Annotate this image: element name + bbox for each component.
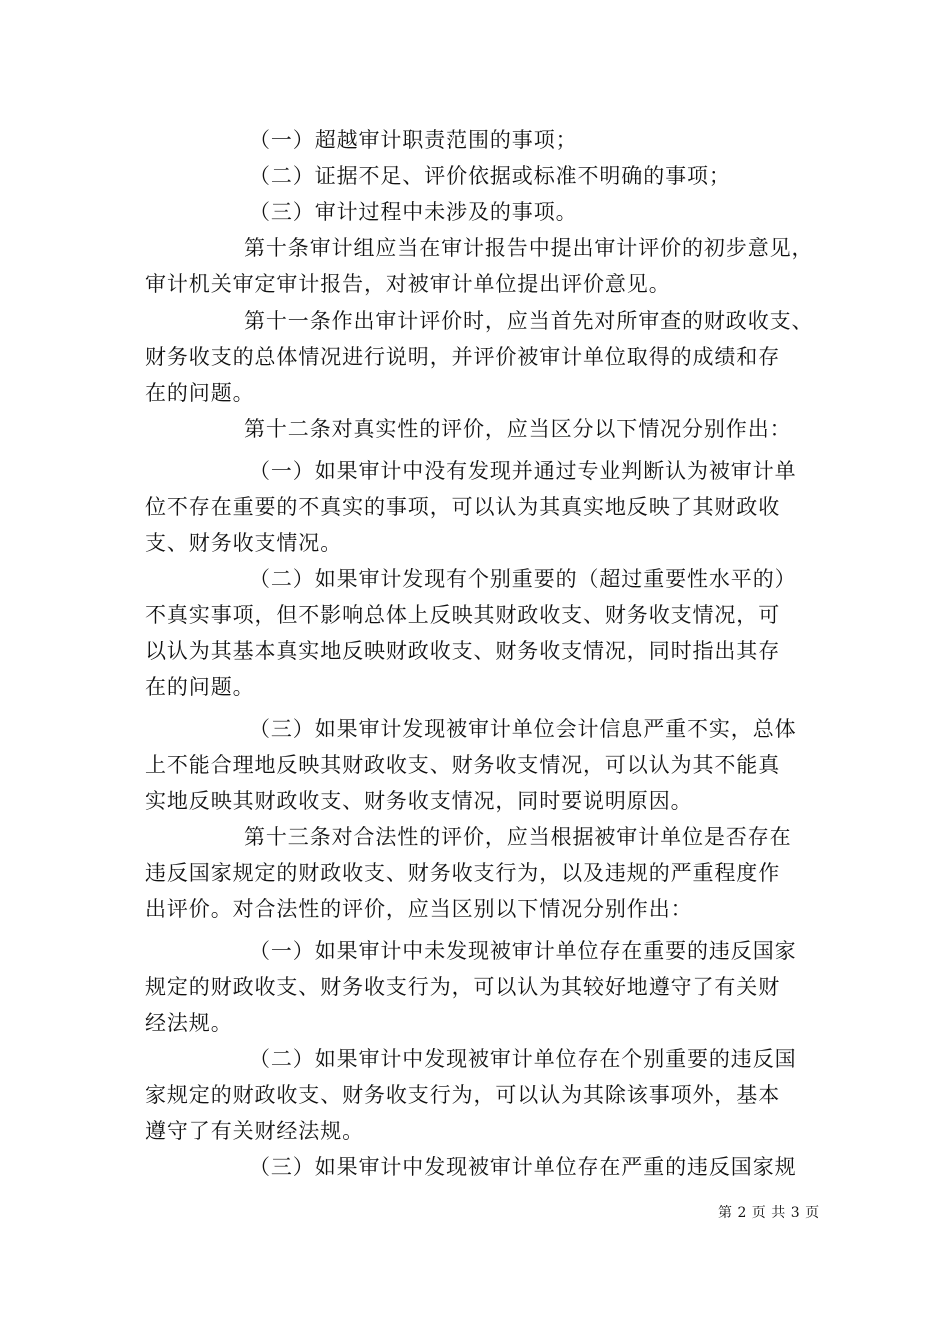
text-line: 在的问题。 <box>145 381 255 405</box>
text-line: 遵守了有关财经法规。 <box>145 1119 364 1143</box>
text-line: （二）如果审计发现有个别重要的（超过重要性水平的） <box>249 567 797 591</box>
text-line: 不真实事项，但不影响总体上反映其财政收支、财务收支情况，可 <box>145 603 781 627</box>
text-line: 第十条审计组应当在审计报告中提出审计评价的初步意见， <box>244 236 814 260</box>
text-line: 家规定的财政收支、财务收支行为，可以认为其除该事项外，基本 <box>145 1083 781 1107</box>
text-line: 上不能合理地反映其财政收支、财务收支情况，可以认为其不能真 <box>145 753 781 777</box>
text-line: （三）如果审计中发现被审计单位存在严重的违反国家规 <box>249 1155 797 1179</box>
text-line: 以认为其基本真实地反映财政收支、财务收支情况，同时指出其存 <box>145 639 781 663</box>
text-line: 第十一条作出审计评价时，应当首先对所审查的财政收支、 <box>244 309 814 333</box>
text-line: （二）证据不足、评价依据或标准不明确的事项； <box>249 164 731 188</box>
text-line: （一）如果审计中没有发现并通过专业判断认为被审计单 <box>249 459 797 483</box>
text-line: 第十三条对合法性的评价，应当根据被审计单位是否存在 <box>244 825 792 849</box>
text-line: （一）超越审计职责范围的事项； <box>249 128 578 152</box>
text-line: 实地反映其财政收支、财务收支情况，同时要说明原因。 <box>145 789 693 813</box>
text-line: 支、财务收支情况。 <box>145 531 343 555</box>
text-line: （三）如果审计发现被审计单位会计信息严重不实，总体 <box>249 717 797 741</box>
text-line: （三）审计过程中未涉及的事项。 <box>249 200 578 224</box>
text-line: 出评价。对合法性的评价，应当区别以下情况分别作出： <box>145 897 693 921</box>
text-line: 审计机关审定审计报告，对被审计单位提出评价意见。 <box>145 272 671 296</box>
text-line: 违反国家规定的财政收支、财务收支行为，以及违规的严重程度作 <box>145 861 781 885</box>
text-line: （二）如果审计中发现被审计单位存在个别重要的违反国 <box>249 1047 797 1071</box>
text-line: 在的问题。 <box>145 675 255 699</box>
text-line: 财务收支的总体情况进行说明，并评价被审计单位取得的成绩和存 <box>145 345 781 369</box>
text-line: 规定的财政收支、财务收支行为，可以认为其较好地遵守了有关财 <box>145 975 781 999</box>
page-number-footer: 第 2 页 共 3 页 <box>718 1205 820 1221</box>
text-line: 第十二条对真实性的评价，应当区分以下情况分别作出： <box>244 417 792 441</box>
text-line: （一）如果审计中未发现被审计单位存在重要的违反国家 <box>249 939 797 963</box>
text-line: 位不存在重要的不真实的事项，可以认为其真实地反映了其财政收 <box>145 495 781 519</box>
text-line: 经法规。 <box>145 1011 233 1035</box>
